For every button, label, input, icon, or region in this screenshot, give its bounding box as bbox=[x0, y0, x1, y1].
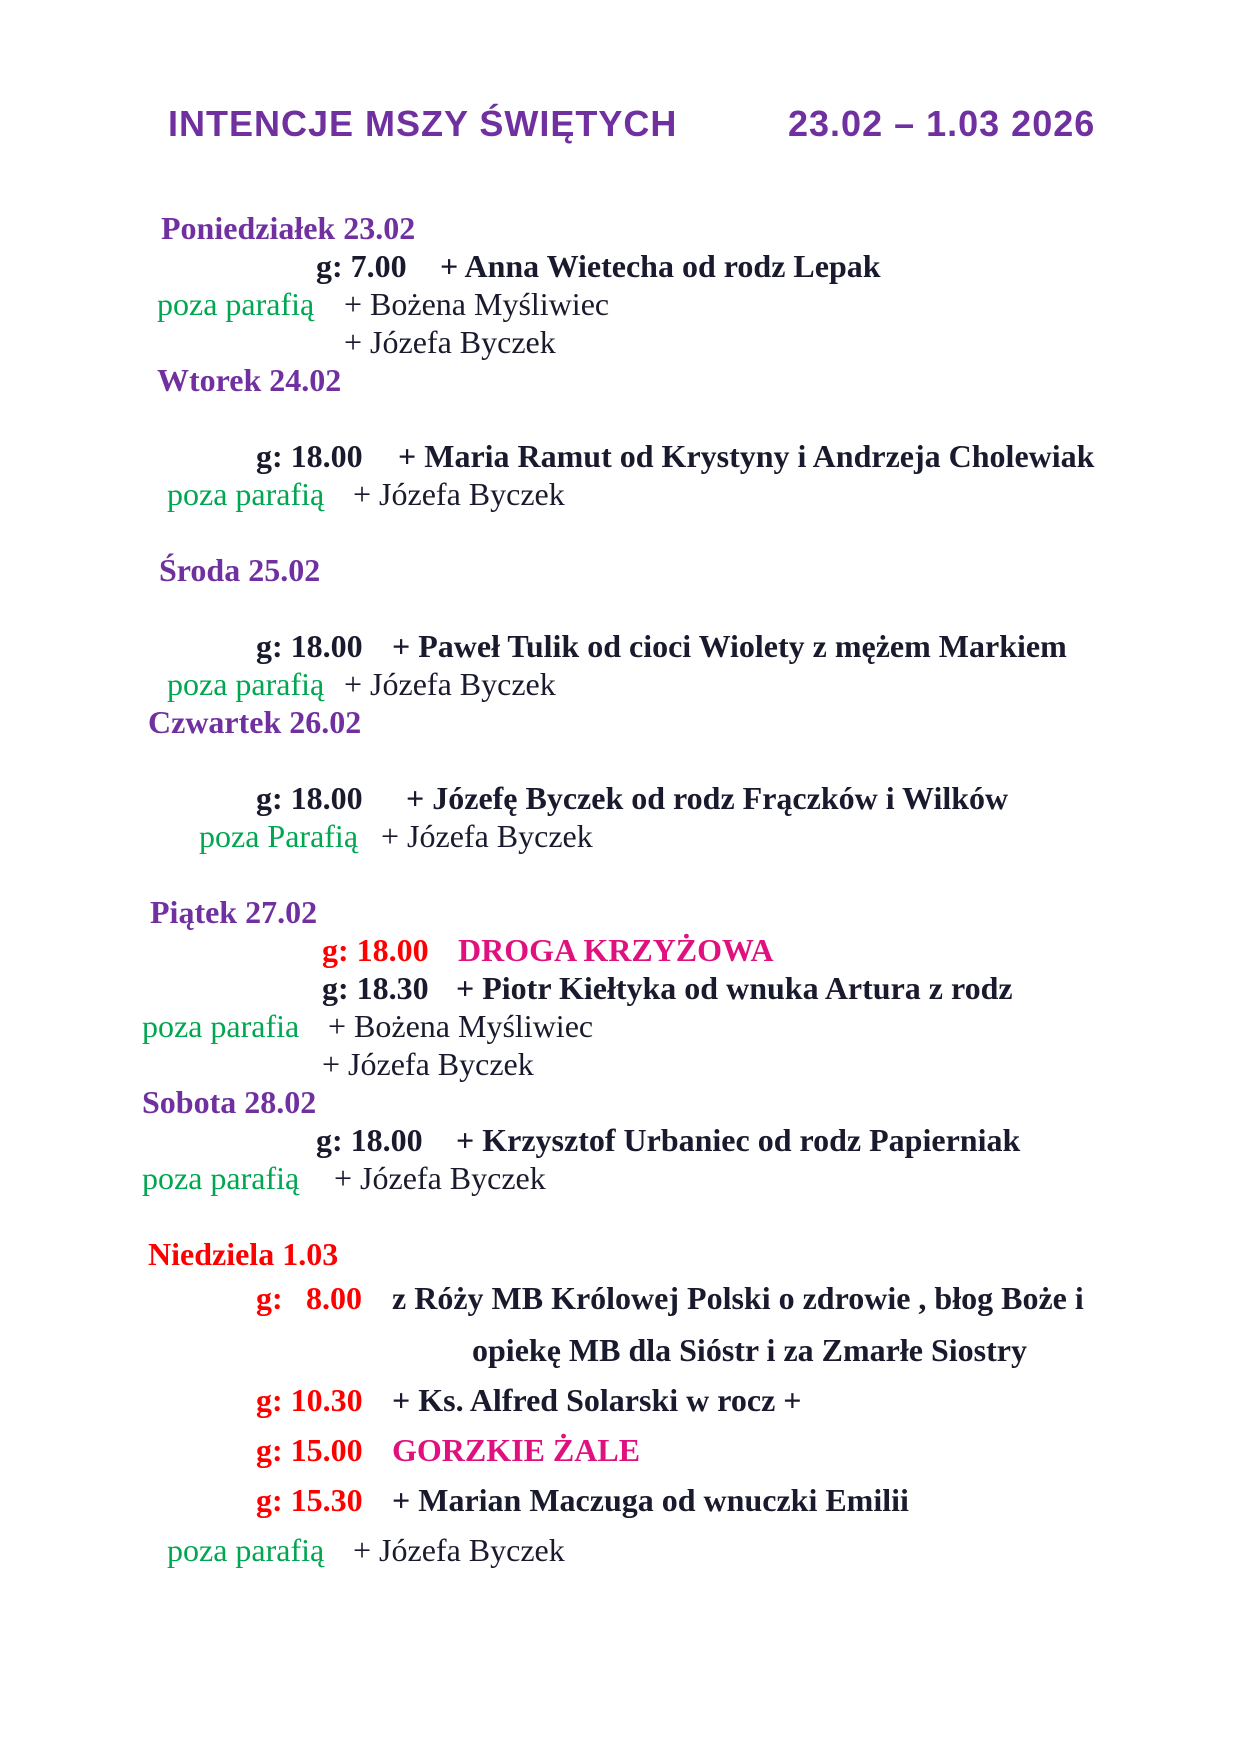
day-heading-thursday: Czwartek 26.02 bbox=[148, 704, 362, 740]
date-range: 23.02 – 1.03 2026 bbox=[788, 103, 1096, 144]
day-heading-saturday: Sobota 28.02 bbox=[142, 1084, 317, 1120]
mass-intention: + Krzysztof Urbaniec od rodz Papierniak bbox=[456, 1122, 1021, 1158]
mass-intention-continued: opiekę MB dla Sióstr i za Zmarłe Siostry bbox=[472, 1332, 1027, 1368]
mass-time: g: 15.00 bbox=[256, 1432, 363, 1468]
outside-parish-intention: + Józefa Byczek bbox=[322, 1046, 534, 1082]
outside-parish-intention: + Józefa Byczek bbox=[381, 818, 593, 854]
outside-parish-label: poza parafią bbox=[142, 1160, 300, 1196]
mass-time: 8.00 bbox=[306, 1280, 362, 1316]
mass-intention: z Róży MB Królowej Polski o zdrowie , błog Boże i bbox=[392, 1280, 1084, 1316]
mass-time: g: 7.00 bbox=[316, 248, 407, 284]
special-service: DROGA KRZYŻOWA bbox=[458, 932, 774, 968]
outside-parish-label: poza Parafią bbox=[199, 818, 359, 854]
page-title: INTENCJE MSZY ŚWIĘTYCH bbox=[168, 103, 678, 144]
outside-parish-label: poza parafia bbox=[142, 1008, 300, 1044]
mass-time: g: 10.30 bbox=[256, 1382, 363, 1418]
mass-time: g: 18.30 bbox=[322, 970, 429, 1006]
special-service: GORZKIE ŻALE bbox=[392, 1432, 641, 1468]
day-heading-tuesday: Wtorek 24.02 bbox=[157, 362, 342, 398]
mass-time: g: 18.00 bbox=[256, 438, 363, 474]
outside-parish-label: poza parafią bbox=[167, 1532, 325, 1568]
outside-parish-intention: + Bożena Myśliwiec bbox=[328, 1008, 594, 1044]
mass-intention: + Ks. Alfred Solarski w rocz + bbox=[392, 1382, 802, 1418]
outside-parish-intention: + Józefa Byczek bbox=[344, 666, 556, 702]
day-heading-monday: Poniedziałek 23.02 bbox=[161, 210, 416, 246]
outside-parish-intention: + Józefa Byczek bbox=[353, 476, 565, 512]
mass-time-prefix: g: bbox=[256, 1280, 283, 1316]
day-heading-sunday: Niedziela 1.03 bbox=[148, 1236, 339, 1272]
mass-time: g: 15.30 bbox=[256, 1482, 363, 1518]
outside-parish-intention: + Józefa Byczek bbox=[353, 1532, 565, 1568]
outside-parish-intention: + Józefa Byczek bbox=[334, 1160, 546, 1196]
mass-intention: + Paweł Tulik od cioci Wiolety z mężem Markiem bbox=[392, 628, 1067, 664]
mass-intention: + Piotr Kiełtyka od wnuka Artura z rodz bbox=[456, 970, 1013, 1006]
day-heading-friday: Piątek 27.02 bbox=[150, 894, 318, 930]
mass-time: g: 18.00 bbox=[256, 780, 363, 816]
outside-parish-label: poza parafią bbox=[167, 666, 325, 702]
mass-intention: + Marian Maczuga od wnuczki Emilii bbox=[392, 1482, 909, 1518]
mass-intention: + Józefę Byczek od rodz Frączków i Wilków bbox=[406, 780, 1009, 816]
mass-time: g: 18.00 bbox=[322, 932, 429, 968]
outside-parish-label: poza parafią bbox=[167, 476, 325, 512]
outside-parish-intention: + Bożena Myśliwiec bbox=[344, 286, 610, 322]
mass-time: g: 18.00 bbox=[316, 1122, 423, 1158]
outside-parish-label: poza parafią bbox=[157, 286, 315, 322]
day-heading-wednesday: Środa 25.02 bbox=[159, 552, 321, 588]
mass-time: g: 18.00 bbox=[256, 628, 363, 664]
outside-parish-intention: + Józefa Byczek bbox=[344, 324, 556, 360]
mass-intention: + Maria Ramut od Krystyny i Andrzeja Cholewiak bbox=[398, 438, 1095, 474]
mass-intention: + Anna Wietecha od rodz Lepak bbox=[440, 248, 881, 284]
